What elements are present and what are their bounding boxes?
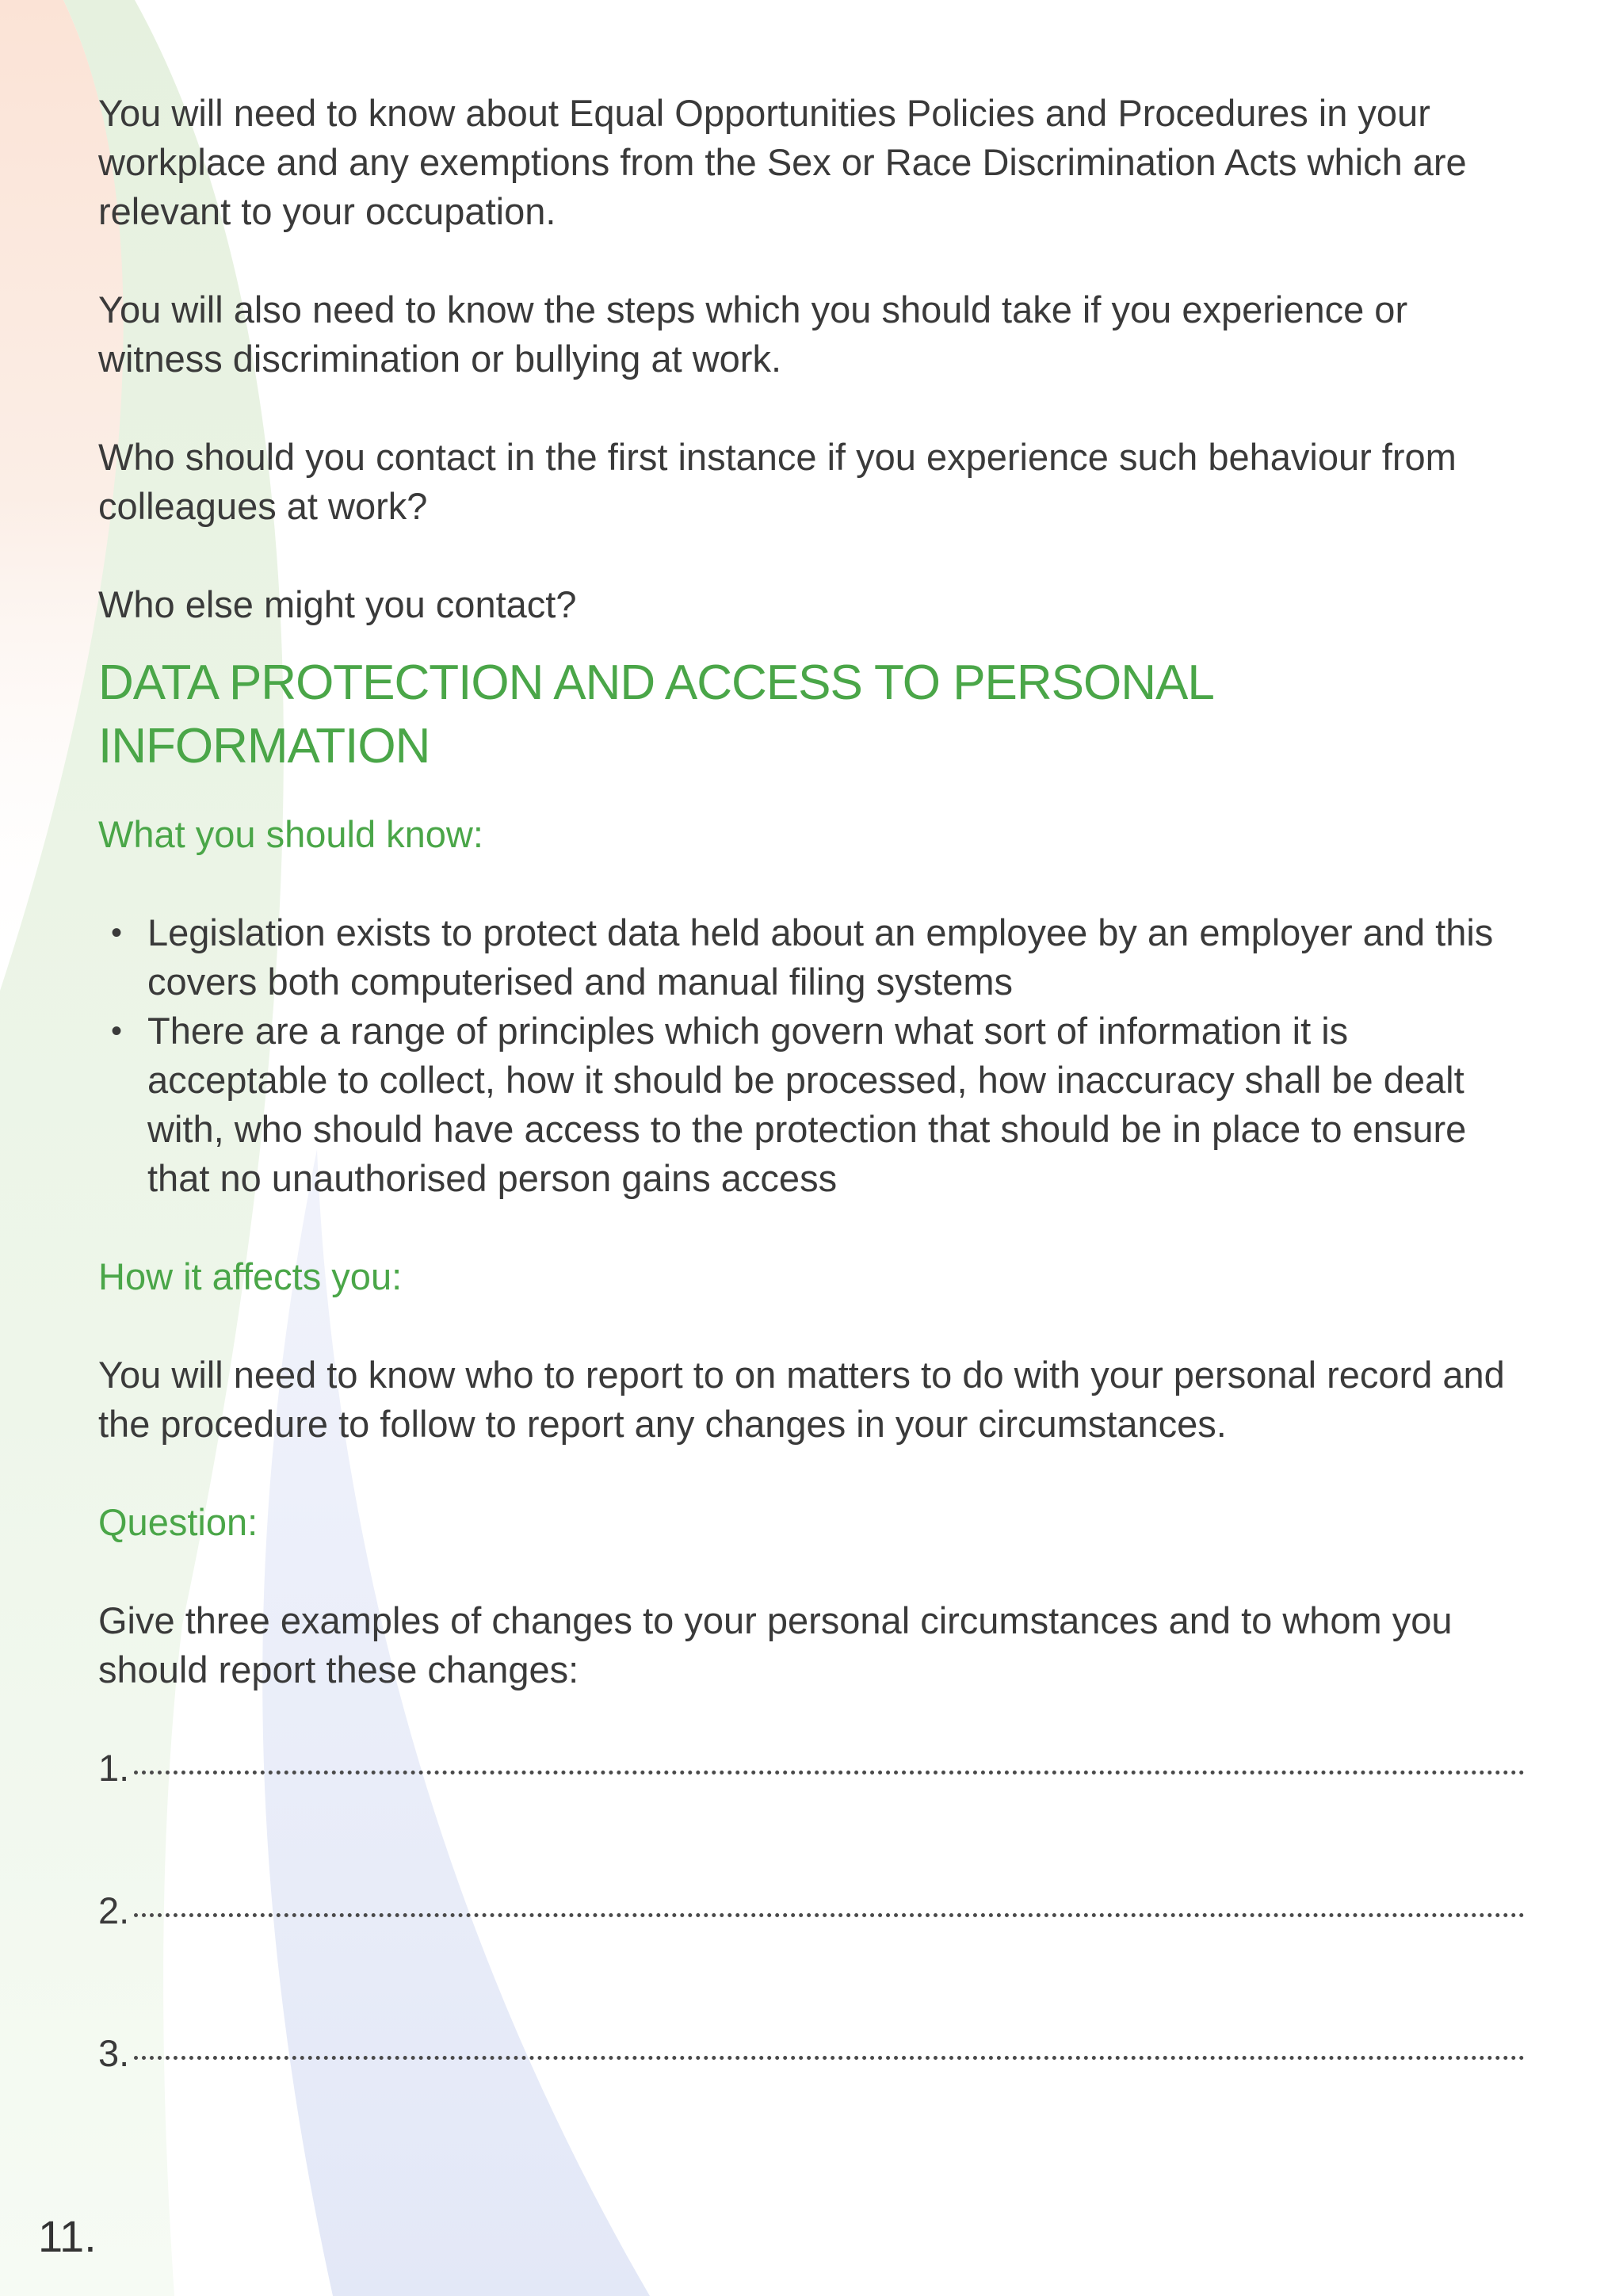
what-you-should-know-heading: What you should know: — [98, 813, 483, 855]
answer-line-2[interactable] — [98, 1886, 1525, 1935]
bullet-item — [111, 1007, 1525, 1203]
how-it-affects-you-heading: How it affects you: — [98, 1255, 403, 1297]
affects-paragraph: You will need to know who to report to on matters to do with your personal record and the procedure to follow to report any changes in your circumstances. — [98, 1354, 1505, 1445]
page-content — [98, 89, 1525, 2078]
question-heading: Question: — [98, 1501, 258, 1543]
section-heading: DATA PROTECTION AND ACCESS TO PERSONAL INFORMATION — [98, 655, 1212, 774]
intro-paragraph-first-contact: Who should you contact in the first instance if you experience such behaviour from colleagues at work? — [98, 436, 1457, 527]
bullet-list — [98, 908, 1525, 1203]
answer-line-3[interactable] — [98, 2029, 1525, 2078]
answer-line-1[interactable] — [98, 1744, 1525, 1793]
bullet-dot-icon: • — [111, 915, 123, 950]
page-number: 11. — [38, 2211, 97, 2261]
intro-paragraph-equal-opportunities: You will need to know about Equal Opportunities Policies and Procedures in your workplace and any exemptions from the Sex or Race Discrimination Acts which are relevant to your occupation. — [98, 92, 1467, 232]
answer-dotted-line — [134, 2056, 1525, 2060]
answer-number: 2. — [98, 1889, 130, 1931]
bullet-dot-icon: • — [111, 1014, 123, 1049]
answer-number: 1. — [98, 1747, 130, 1789]
intro-paragraph-steps: You will also need to know the steps which you should take if you experience or witness discrimination or bullying at work. — [98, 288, 1408, 380]
bullet-text: There are a range of principles which govern what sort of information it is acceptable to collect, how it should be processed, how inaccuracy shall be dealt with, who should have access to the protection that should be in place to ensure that no unauthorised person gains access — [147, 1010, 1467, 1199]
answer-dotted-line — [134, 1771, 1525, 1775]
bullet-text: Legislation exists to protect data held about an employee by an employer and this covers both computerised and manual filing systems — [147, 911, 1494, 1003]
answer-dotted-line — [134, 1913, 1525, 1917]
question-paragraph: Give three examples of changes to your personal circumstances and to whom you should report these changes: — [98, 1599, 1453, 1690]
intro-paragraph-other-contact: Who else might you contact? — [98, 583, 577, 625]
answer-number: 3. — [98, 2032, 130, 2074]
bullet-item — [111, 908, 1525, 1007]
